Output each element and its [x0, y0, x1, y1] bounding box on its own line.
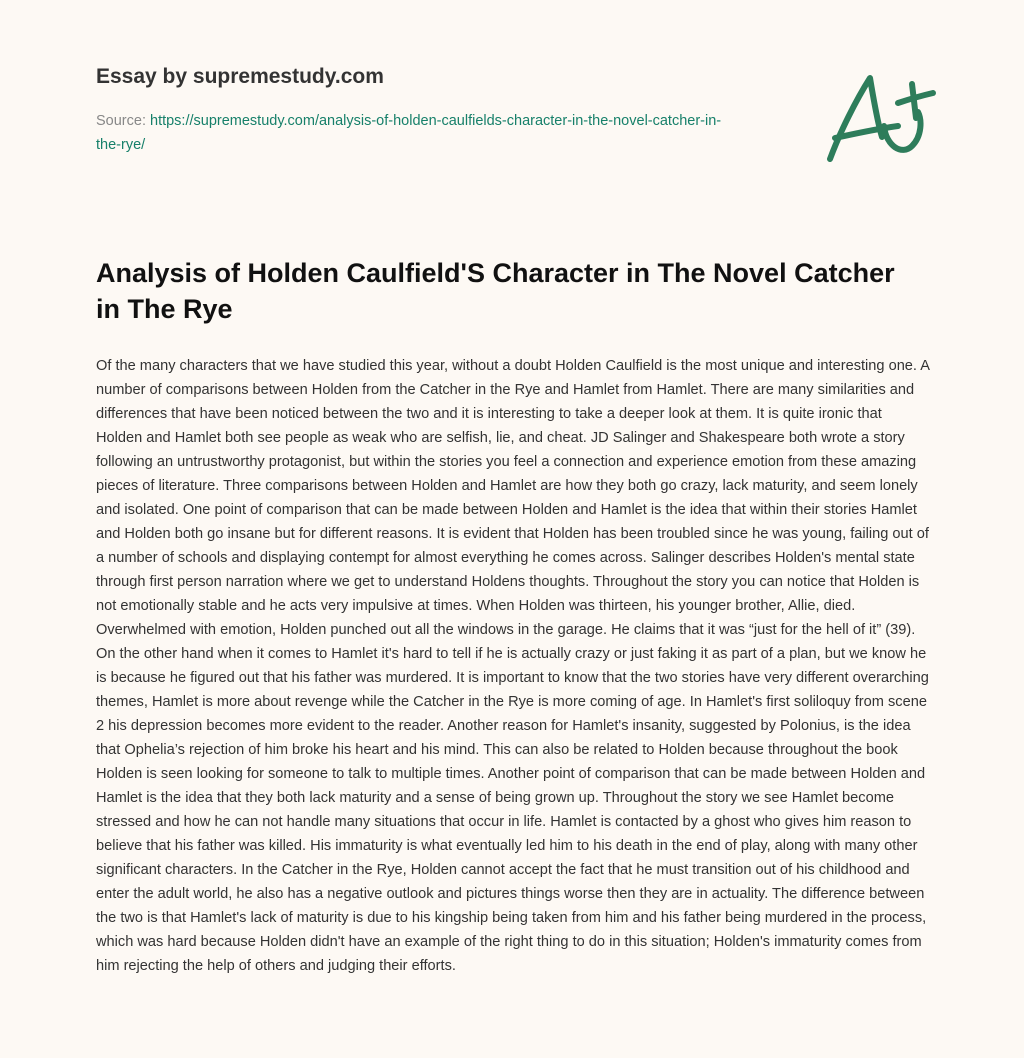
a-plus-grade-icon [818, 62, 938, 172]
essay-title: Analysis of Holden Caulfield'S Character in The Novel Catcher in The Rye [96, 258, 895, 324]
essay-body: Of the many characters that we have studied this year, without a doubt Holden Caulfield is the most unique and interesting one. A number of comparisons between Holden from the Catcher in the Rye and Hamlet from Hamlet. There are many similarities and differences that have been noticed between the two and it is interesting to take a deeper look at them. It is quite ironic that Holden and Hamlet both see people as weak who are selfish, lie, and cheat. JD Salinger and Shakespeare both wrote a story following an untrustworthy protagonist, but within the stories you feel a connection and experience emotion from these amazing pieces of literature. Three comparisons between Holden and Hamlet are how they both go crazy, lack maturity, and seem lonely and isolated. One point of comparison that can be made between Holden and Hamlet is the idea that within their stories Hamlet and Holden both go insane but for different reasons. It is evident that Holden has been troubled since he was young, failing out of a number of schools and displaying contempt for almost everything he comes across. Salinger describes Holden's mental state through first person narration where we get to understand Holdens thoughts. Throughout the story you can notice that Holden is not emotionally stable and he acts very impulsive at times. When Holden was thirteen, his younger brother, Allie, died. Overwhelmed with emotion, Holden punched out all the windows in the garage. He claims that it was “just for the hell of it” (39). On the other hand when it comes to Hamlet it's hard to tell if he is actually crazy or just faking it as part of a plan, but we know he is because he figured out that his father was murdered. It is important to know that the two stories have very different overarching themes, Hamlet is more about revenge while the Catcher in the Rye is more coming of age. In Hamlet's first soliloquy from scene 2 his depression becomes more evident to the reader. Another reason for Hamlet's insanity, suggested by Polonius, is the idea that Ophelia’s rejection of him broke his heart and his mind. This can also be related to Holden because throughout the book Holden is seen looking for someone to talk to multiple times. Another point of comparison that can be made between Holden and Hamlet is the idea that they both lack maturity and a sense of being grown up. Throughout the story we see Hamlet become stressed and how he can not handle many situations that occur in life. Hamlet is contacted by a ghost who gives him reason to believe that his father was killed. His immaturity is what eventually led him to his death in the end of play, along with many other significant characters. In the Catcher in the Rye, Holden cannot accept the fact that he must transition out of his childhood and enter the adult world, he also has a negative outlook and pictures things worse then they are in actuality. The difference between the two is that Hamlet's lack of maturity is due to his kingship being taken from him and his father being murdered in the process, which was hard because Holden didn't have an example of the right thing to do in this situation; Holden's immaturity comes from him rejecting the help of others and judging their efforts. [96, 358, 930, 974]
source-label: Source: [96, 113, 150, 129]
source-line [96, 109, 736, 157]
site-title: Essay by supremestudy.com [96, 65, 384, 88]
page-header [96, 62, 736, 157]
source-link[interactable]: https://supremestudy.com/analysis-of-holden-caulfields-character-in-the-novel-catcher-in-the-rye/ [96, 113, 722, 153]
